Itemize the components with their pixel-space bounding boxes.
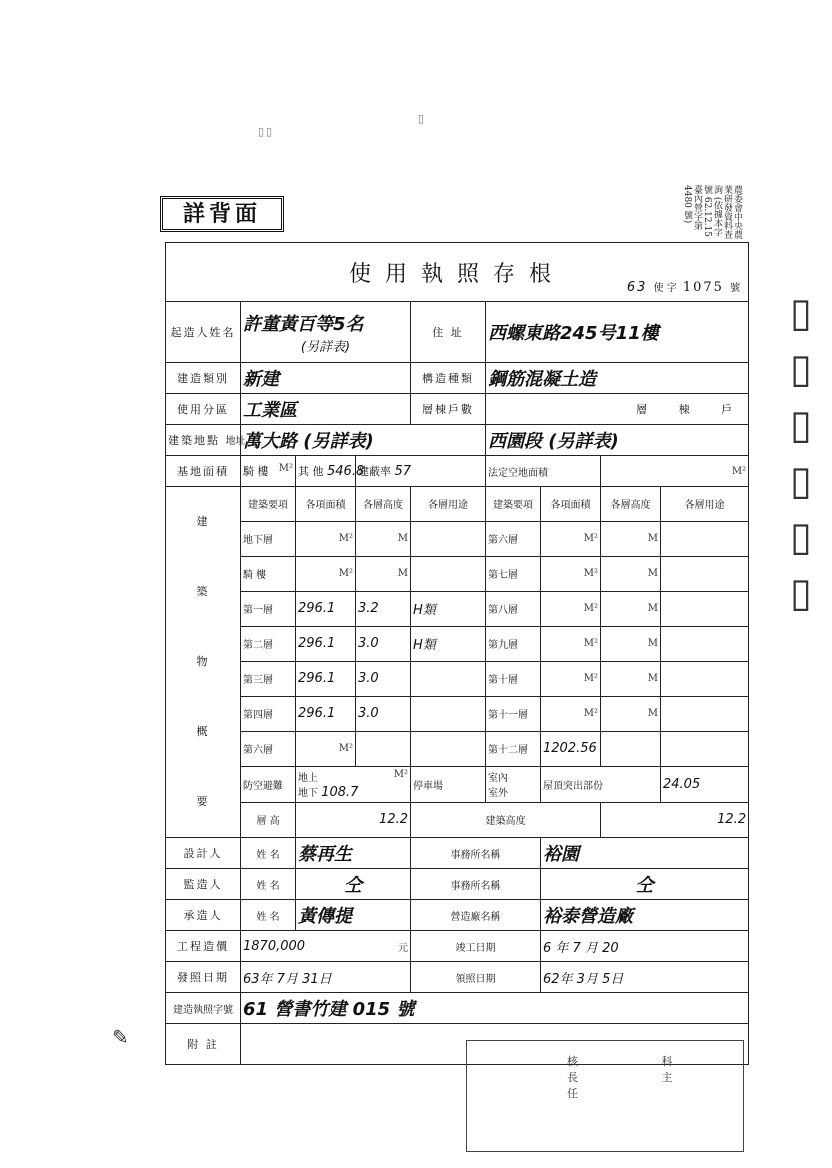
category-label: 建造類別	[166, 363, 241, 394]
col-header: 各項面積	[296, 487, 356, 522]
category-value: 新建	[241, 363, 411, 394]
floors-label: 層棟戶數	[411, 394, 486, 425]
supervisor-row: 監造人 姓 名 仝 事務所名稱 仝	[166, 869, 749, 900]
floor-row: 第六層 M² 第十二層 1202.56	[166, 731, 749, 766]
top-stamp-2: ▯	[418, 112, 427, 125]
right-note: 農委會中央農業研發資料查詢 (依據本字號 62.12.15 臺內營字第 4480 號)	[682, 185, 742, 239]
building-summary-label: 建 築 物 概 要	[166, 487, 241, 838]
address-value: 西螺東路245号11樓	[486, 302, 749, 363]
back-label: 詳背面	[160, 196, 284, 232]
floor-row: 第一層 296.1 3.2 H類 第八層 M² M	[166, 591, 749, 626]
designer-row: 設計人 姓 名 蔡再生 事務所名稱 裕園	[166, 838, 749, 869]
col-header: 建築要項	[486, 487, 541, 522]
builder-value: 許董黃百等5名 (另詳表)	[241, 302, 411, 363]
zone-label: 使用分區	[166, 394, 241, 425]
floor-row: 第二層 296.1 3.0 H類 第九層 M² M	[166, 626, 749, 661]
side-handwriting: ▯▯▯▯▯▯	[778, 290, 824, 626]
license-form	[165, 242, 749, 1065]
issue-row: 發照日期 63年 7月 31日 領照日期 62年 3月 5日	[166, 962, 749, 993]
floor-row: 地下層 M² M 第六層 M² M	[166, 521, 749, 556]
structure-label: 構造種類	[411, 363, 486, 394]
area-label: 基地面積	[166, 456, 241, 487]
open-area-value: M²	[601, 456, 749, 487]
height-row: 層 高 12.2 建築高度 12.2	[166, 802, 749, 837]
contractor-row: 承造人 姓 名 黃傳提 營造廠名稱 裕泰營造廠	[166, 900, 749, 931]
shelter-row: 防空避難 地上 M² 地下 108.7 停車場 室內 室外 屋頂突出部份 24.05	[166, 766, 749, 802]
remarks-row: 附 註	[166, 1024, 749, 1065]
coverage-cell: 建蔽率 57	[356, 456, 486, 487]
structure-value: 鋼筋混凝土造	[486, 363, 749, 394]
other-cell: 其 他 546.8	[296, 456, 356, 487]
col-header: 各層高度	[601, 487, 661, 522]
floor-row: 第三層 296.1 3.0 第十層 M² M	[166, 661, 749, 696]
license-number: 63 使 字 1075 號	[626, 280, 741, 295]
site-label: 建築地點 地址	[166, 425, 241, 456]
top-stamp-1: ▯▯	[258, 125, 275, 138]
form-title: 使用執照存根	[349, 261, 566, 287]
zone-value: 工業區	[241, 394, 411, 425]
col-header: 各層高度	[356, 487, 411, 522]
cost-row: 工程造價 1870,000 元 竣工日期 6 年 7 月 20	[166, 931, 749, 962]
col-header: 各項面積	[541, 487, 601, 522]
address-label: 住 址	[411, 302, 486, 363]
open-area-label: 法定空地面積	[486, 456, 601, 487]
col-header: 建築要項	[241, 487, 296, 522]
col-header: 各層用途	[411, 487, 486, 522]
approval-stamp: 核 科 長 主 任	[466, 1040, 744, 1152]
floor-row: 第四層 296.1 3.0 第十一層 M² M	[166, 696, 749, 731]
margin-mark: ✎	[112, 1025, 129, 1049]
arcade-cell: 騎 樓 M²	[241, 456, 296, 487]
form-title-cell	[166, 243, 749, 302]
builder-label: 起造人姓名	[166, 302, 241, 363]
site-value: 萬大路 (另詳表)	[241, 425, 486, 456]
col-header: 各層用途	[661, 487, 749, 522]
permit-row: 建造執照字號 61 營書竹建 015 號	[166, 993, 749, 1024]
floor-row: 騎 樓 M² M 第七層 M² M	[166, 556, 749, 591]
site-value-2: 西園段 (另詳表)	[486, 425, 749, 456]
floors-value: 層 棟 戶	[486, 394, 749, 425]
